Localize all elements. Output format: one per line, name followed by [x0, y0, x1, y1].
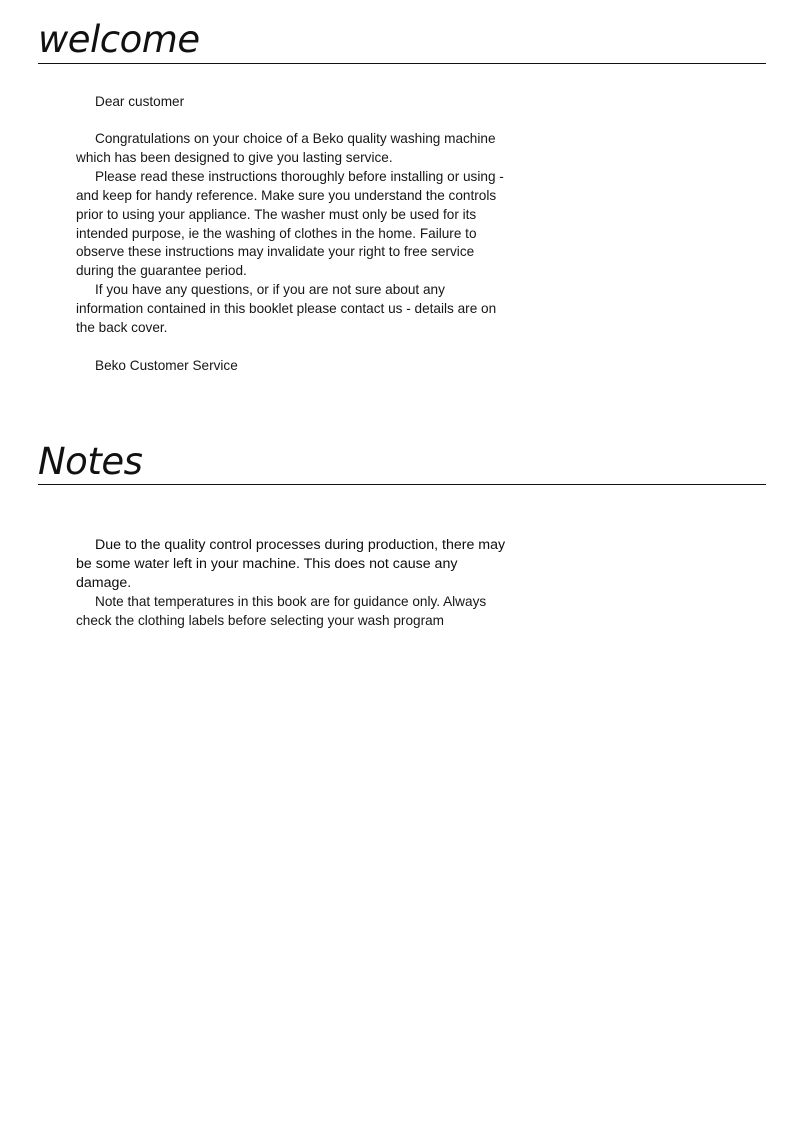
welcome-body: [76, 130, 506, 338]
welcome-paragraph: Congratulations on your choice of a Beko quality washing machine which has been designed to give you lasting service.: [76, 131, 496, 165]
salutation-text: Dear customer: [95, 94, 185, 109]
notes-paragraph: Note that temperatures in this book are for guidance only. Always check the clothing labels before selecting your wash program: [76, 593, 487, 628]
notes-heading-rule: [38, 484, 766, 485]
notes-paragraph: Due to the quality control processes during production, there may be some water left in your machine. This does not cause any damage.: [76, 537, 506, 591]
welcome-salutation: [76, 93, 506, 112]
welcome-signoff: [76, 357, 506, 376]
welcome-paragraph: Please read these instructions thoroughly before installing or using - and keep for handy reference. Make sure you understand the controls prior to using your appliance. The washer must only be used for its intended purpose, ie the washing of clothes in the home. Failure to observe these instructions may invalidate your right to free service during the guarantee period.: [76, 168, 504, 279]
welcome-heading: welcome: [38, 18, 200, 61]
notes-body: [76, 536, 506, 631]
signoff-text: Beko Customer Service: [95, 358, 238, 373]
notes-heading: Notes: [38, 440, 143, 483]
welcome-heading-rule: [38, 63, 766, 64]
welcome-paragraph: If you have any questions, or if you are not sure about any information contained in this booklet please contact us - details are on the back cover.: [76, 282, 497, 336]
